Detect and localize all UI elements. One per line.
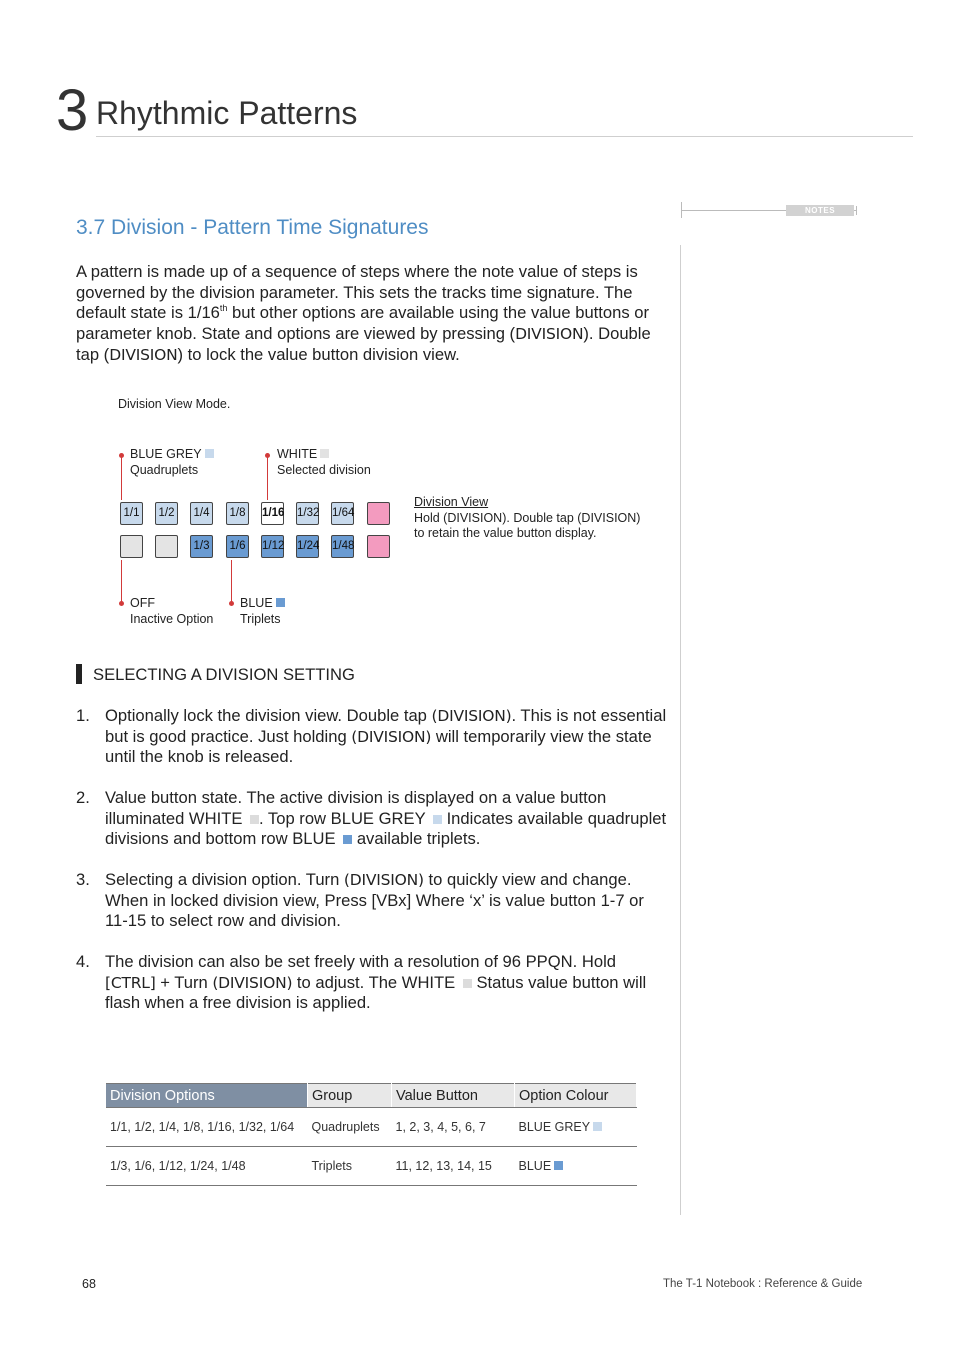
intro-text-4: ) to lock the value button division view. [177,344,460,364]
square-bluegrey-icon [593,1122,602,1131]
step-1-part-b: . This is not essential but is good practice. Just holding [105,706,667,746]
step-3-number: 3. [76,870,90,889]
value-button-8[interactable] [367,502,390,525]
division-options-table [106,1083,637,1186]
step-4-number: 4. [76,952,90,971]
step-2-part-b: . Top row BLUE GREY [259,808,430,828]
square-bluegrey-icon [205,449,214,458]
value-button-2[interactable]: 1/2 [155,502,178,525]
step-4-part-b: + Turn [155,972,213,992]
intro-text-1: A pattern is made up of a sequence of steps where the note value of steps is governed by the division parameter. This sets the tracks time signature. The default state is 1/16 [76,262,638,323]
square-white-icon [463,979,472,988]
step-1-number: 1. [76,706,90,725]
value-button-4[interactable]: 1/8 [226,502,249,525]
notes-divider [680,245,681,1215]
square-blue-icon [554,1161,563,1170]
step-4-part-d: Status value button will flash when a free division is applied. [105,972,647,1013]
square-blue-icon [343,835,352,844]
legend-off-name: OFF [130,596,155,610]
step-4-text [105,952,670,1014]
square-white-icon [320,449,329,458]
square-white-icon [250,815,259,824]
legend-off-desc: Inactive Option [130,611,214,626]
step-1-part-c: will temporarily view the state until the knob is released. [105,726,652,767]
intro-text-2: but other options are available using the value buttons or parameter knob. State and options are viewed by pressing ( [76,303,650,344]
value-button-16[interactable] [367,535,390,558]
table-cell: 1/3, 1/6, 1/12, 1/24, 1/48 [106,1147,308,1186]
step-1-keyword-2: (DIVISION) [351,727,432,746]
intro-text-3: ). Double tap ( [76,324,651,364]
notes-label: NOTES [786,205,854,216]
square-bluegrey-icon [433,815,442,824]
division-view-note [414,495,664,542]
legend-blue [240,596,285,627]
pin-line-bluegrey [121,456,122,500]
step-4-keyword-2: (DIVISION) [212,973,293,992]
pin-line-off [121,560,122,603]
table-cell: Triplets [308,1147,392,1186]
step-2-text [105,788,670,850]
diagram-caption: Division View Mode. [118,397,231,411]
step-4-part-c: to adjust. The WHITE [292,972,460,992]
section-title: 3.7 Division - Pattern Time Signatures [76,216,429,239]
legend-bluegrey [130,447,214,478]
table-header-division-options: Division Options [106,1084,308,1108]
table-cell [515,1147,637,1186]
step-3-part-b: to quickly view and change. When in locked division view, Press [VBx] Where ‘x’ is value button 1-7 or 11-15 to select row and division. [105,870,644,931]
page-number: 68 [82,1277,96,1291]
value-button-12[interactable]: 1/6 [226,535,249,558]
step-1-keyword-1: (DIVISION) [431,707,512,725]
value-button-13[interactable]: 1/12 [261,535,284,558]
chapter-number: 3 [56,78,87,143]
notes-tick-right [856,206,857,215]
step-2-part-c: Indicates available quadruplet divisions and bottom row BLUE [105,808,667,849]
division-view-line-2: to retain the value button display. [414,526,597,540]
legend-white-desc: Selected division [277,462,371,477]
table-cell: Quadruplets [308,1108,392,1147]
step-1-text [105,706,670,768]
legend-blue-desc: Triplets [240,611,281,626]
table-cell: 11, 12, 13, 14, 15 [392,1147,515,1186]
step-3-part-a: Selecting a division option. Turn [105,870,344,889]
step-4-keyword-1: [CTRL] [105,973,156,992]
legend-blue-name: BLUE [240,596,273,610]
legend-off [130,596,213,627]
header-rule [96,136,913,137]
step-2-part-a: Value button state. The active division is displayed on a value button illuminated WHITE [105,788,607,828]
intro-keyword-2: DIVISION [109,345,178,364]
division-view-line-1: Hold (DIVISION). Double tap (DIVISION) [414,510,641,525]
table-header-row [106,1084,637,1108]
table-cell: 1, 2, 3, 4, 5, 6, 7 [392,1108,515,1147]
intro-keyword-1: DIVISION [515,325,584,344]
step-2-number: 2. [76,788,90,807]
legend-white [277,447,371,478]
legend-white-name: WHITE [277,447,318,461]
table-header-option-colour: Option Colour [515,1084,637,1108]
footer-title: The T-1 Notebook : Reference & Guide [663,1278,863,1290]
value-button-6[interactable]: 1/32 [296,502,319,525]
table-cell-colour: BLUE GREY [518,1120,591,1134]
step-4-part-a: The division can also be set freely with a resolution of 96 PPQN. Hold [105,952,616,971]
step-1-part-a: Optionally lock the division view. Double tap [105,706,432,725]
legend-bluegrey-name: BLUE GREY [130,447,202,461]
table-cell-colour: BLUE [518,1159,552,1173]
value-button-10[interactable] [155,535,178,558]
value-button-14[interactable]: 1/24 [296,535,319,558]
value-button-15[interactable]: 1/48 [331,535,354,558]
value-button-3[interactable]: 1/4 [190,502,213,525]
step-3-keyword-1: (DIVISION) [343,871,424,889]
value-button-9[interactable] [120,535,143,558]
subheading: SELECTING A DIVISION SETTING [93,665,355,684]
table-cell [515,1108,637,1147]
value-button-11[interactable]: 1/3 [190,535,213,558]
chapter-title: Rhythmic Patterns [96,95,358,131]
step-3-text [105,870,670,932]
value-button-5[interactable]: 1/16 [261,502,284,525]
value-button-1[interactable]: 1/1 [120,502,143,525]
step-2-part-d: available triplets. [352,829,481,849]
pin-dot-blue [229,601,234,606]
pin-dot-off [119,601,124,606]
intro-superscript: th [219,303,228,314]
division-view-title: Division View [414,495,489,509]
table-header-group: Group [308,1084,392,1108]
table-header-value-button: Value Button [392,1084,515,1108]
square-blue-icon [276,598,285,607]
table-row [106,1108,637,1147]
table-cell: 1/1, 1/2, 1/4, 1/8, 1/16, 1/32, 1/64 [106,1108,308,1147]
subheading-bar [76,664,82,684]
value-button-7[interactable]: 1/64 [331,502,354,525]
intro-paragraph [76,262,676,366]
legend-bluegrey-desc: Quadruplets [130,462,199,477]
table-row [106,1147,637,1186]
pin-line-blue [231,560,232,603]
pin-line-white [267,456,268,500]
